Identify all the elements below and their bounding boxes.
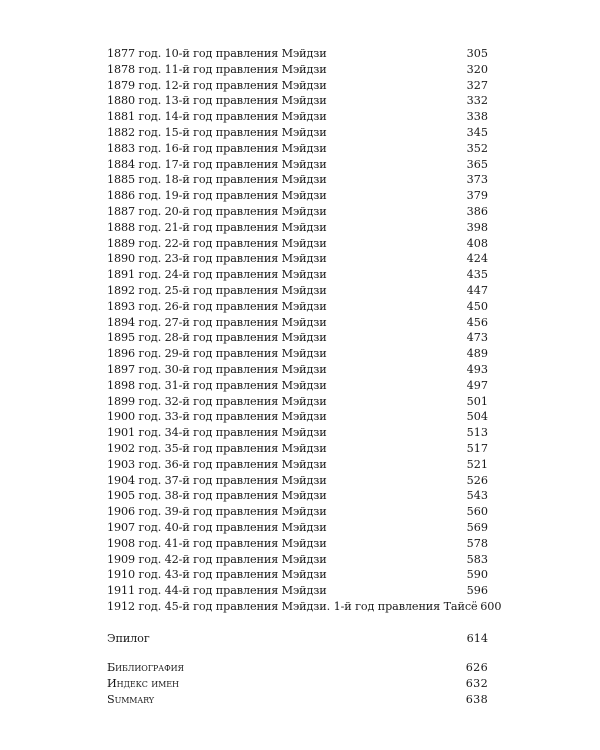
toc-entry-page: 596	[466, 584, 488, 598]
toc-entry[interactable]	[107, 157, 488, 173]
toc-entry-page: 320	[466, 62, 488, 76]
toc-entry-page: 435	[466, 268, 488, 282]
toc-entry-page: 424	[466, 252, 488, 266]
toc-entry-title: 1889 год. 22-й год правления Мэйдзи	[107, 236, 327, 250]
toc-entry-title: 1895 год. 28-й год правления Мэйдзи	[107, 331, 327, 345]
toc-entry-title: 1901 год. 34-й год правления Мэйдзи	[107, 426, 327, 440]
toc-entry-summary[interactable]	[107, 692, 488, 708]
toc-entry[interactable]	[107, 299, 488, 315]
toc-entry-title: 1881 год. 14-й год правления Мэйдзи	[107, 110, 327, 124]
toc-entry-title: 1905 год. 38-й год правления Мэйдзи	[107, 489, 327, 503]
toc-entry-epilogue[interactable]	[107, 631, 488, 647]
toc-entry-page: 327	[466, 78, 488, 92]
toc-entry[interactable]	[107, 251, 488, 267]
toc-entry[interactable]	[107, 567, 488, 583]
toc-entry-title: Эпилог	[107, 631, 150, 645]
toc-entry-title: 1882 год. 15-й год правления Мэйдзи	[107, 125, 327, 139]
toc-entry[interactable]	[107, 141, 488, 157]
section-gap	[107, 615, 488, 631]
toc-entry-page: 614	[466, 631, 488, 645]
toc-entry[interactable]	[107, 552, 488, 568]
toc-entry-title: 1896 год. 29-й год правления Мэйдзи	[107, 347, 327, 361]
toc-entry[interactable]	[107, 583, 488, 599]
toc-entry-title: 1890 год. 23-й год правления Мэйдзи	[107, 252, 327, 266]
toc-entry-title: 1898 год. 31-й год правления Мэйдзи	[107, 378, 327, 392]
toc-entry-title: 1878 год. 11-й год правления Мэйдзи	[107, 62, 327, 76]
toc-entry-title: 1911 год. 44-й год правления Мэйдзи	[107, 584, 327, 598]
toc-entry-page: 497	[466, 378, 488, 392]
toc-entry-page: 493	[466, 362, 488, 376]
toc-entry-page: 638	[465, 693, 488, 707]
toc-entry-title: 1910 год. 43-й год правления Мэйдзи	[107, 568, 327, 582]
toc-entry[interactable]	[107, 204, 488, 220]
toc-entry-title: Библиография	[107, 661, 184, 675]
toc-entry-page: 501	[466, 394, 488, 408]
toc-entry-page: 632	[465, 677, 488, 691]
toc-entry-page: 352	[466, 141, 488, 155]
toc-entry[interactable]	[107, 473, 488, 489]
chronicle-list	[107, 46, 502, 615]
toc-entry-page: 583	[466, 552, 488, 566]
toc-entry[interactable]	[107, 520, 488, 536]
toc-entry-page: 398	[466, 220, 488, 234]
toc-entry[interactable]	[107, 504, 488, 520]
toc-entry-page: 626	[465, 661, 488, 675]
toc-entry-page: 365	[466, 157, 488, 171]
toc-entry[interactable]	[107, 236, 488, 252]
toc-entry[interactable]	[107, 267, 488, 283]
toc-entry-page: 521	[466, 457, 488, 471]
toc-entry-page: 373	[466, 173, 488, 187]
toc-entry-title: 1897 год. 30-й год правления Мэйдзи	[107, 362, 327, 376]
toc-entry-title: 1899 год. 32-й год правления Мэйдзи	[107, 394, 327, 408]
toc-entry-title: 1877 год. 10-й год правления Мэйдзи	[107, 47, 327, 60]
toc-entry[interactable]	[107, 394, 488, 410]
toc-entry-title: 1885 год. 18-й год правления Мэйдзи	[107, 173, 327, 187]
toc-entry[interactable]	[107, 78, 488, 94]
toc-entry[interactable]	[107, 283, 488, 299]
toc-entry-title: 1880 год. 13-й год правления Мэйдзи	[107, 94, 327, 108]
toc-entry-page: 338	[466, 110, 488, 124]
toc-entry-page: 590	[466, 568, 488, 582]
toc-entry-title: 1900 год. 33-й год правления Мэйдзи	[107, 410, 327, 424]
toc-entry-page: 504	[466, 410, 488, 424]
toc-entry[interactable]	[107, 315, 488, 331]
toc-entry-title: 1912 год. 45-й год правления Мэйдзи. 1-й год правления Тайсё	[107, 599, 478, 613]
toc-entry-title: Индекс имен	[107, 677, 179, 691]
toc-entry-page: 473	[466, 331, 488, 345]
toc-entry[interactable]	[107, 488, 488, 504]
toc-entry[interactable]	[107, 425, 488, 441]
toc-entry[interactable]	[107, 220, 488, 236]
toc-entry-page: 447	[466, 283, 488, 297]
toc-entry-title: 1883 год. 16-й год правления Мэйдзи	[107, 141, 327, 155]
toc-entry[interactable]	[107, 330, 488, 346]
toc-entry-title: 1891 год. 24-й год правления Мэйдзи	[107, 268, 327, 282]
section-gap	[107, 646, 488, 660]
toc-entry-title: 1894 год. 27-й год правления Мэйдзи	[107, 315, 327, 329]
toc-entry-page: 345	[466, 125, 488, 139]
toc-entry-title: 1909 год. 42-й год правления Мэйдзи	[107, 552, 327, 566]
toc-entry-title: 1884 год. 17-й год правления Мэйдзи	[107, 157, 327, 171]
toc-entry-page: 526	[466, 473, 488, 487]
toc-entry[interactable]	[107, 409, 488, 425]
toc-entry-title: 1893 год. 26-й год правления Мэйдзи	[107, 299, 327, 313]
toc-entry[interactable]	[107, 46, 488, 62]
toc-entry[interactable]	[107, 378, 488, 394]
toc-entry-bibliography[interactable]	[107, 660, 488, 676]
toc-entry-page: 517	[466, 441, 488, 455]
toc-entry-page: 386	[466, 204, 488, 218]
toc-entry-page: 578	[466, 536, 488, 550]
toc-entry-title: Summary	[107, 693, 154, 707]
toc-entry[interactable]	[107, 93, 488, 109]
toc-entry-name-index[interactable]	[107, 676, 488, 692]
toc-entry-page: 456	[466, 315, 488, 329]
toc-entry-title: 1879 год. 12-й год правления Мэйдзи	[107, 78, 327, 92]
toc-entry-title: 1904 год. 37-й год правления Мэйдзи	[107, 473, 327, 487]
toc-entry-title: 1903 год. 36-й год правления Мэйдзи	[107, 457, 327, 471]
toc-entry-page: 305	[466, 47, 488, 60]
toc-entry[interactable]	[107, 441, 488, 457]
table-of-contents	[107, 46, 502, 708]
toc-entry-page: 560	[466, 505, 488, 519]
toc-entry[interactable]	[107, 188, 488, 204]
toc-entry-page: 600	[480, 599, 502, 613]
toc-entry-page: 513	[466, 426, 488, 440]
toc-entry-title: 1887 год. 20-й год правления Мэйдзи	[107, 204, 327, 218]
toc-entry-title: 1888 год. 21-й год правления Мэйдзи	[107, 220, 327, 234]
toc-entry-title: 1892 год. 25-й год правления Мэйдзи	[107, 283, 327, 297]
toc-entry[interactable]	[107, 536, 488, 552]
toc-entry-title: 1907 год. 40-й год правления Мэйдзи	[107, 520, 327, 534]
toc-entry[interactable]	[107, 457, 488, 473]
toc-entry-page: 450	[466, 299, 488, 313]
toc-entry-title: 1908 год. 41-й год правления Мэйдзи	[107, 536, 327, 550]
toc-entry[interactable]	[107, 599, 502, 615]
toc-entry[interactable]	[107, 346, 488, 362]
toc-entry-page: 489	[466, 347, 488, 361]
toc-entry-title: 1902 год. 35-й год правления Мэйдзи	[107, 441, 327, 455]
toc-entry[interactable]	[107, 362, 488, 378]
toc-entry-page: 379	[466, 189, 488, 203]
toc-entry[interactable]	[107, 125, 488, 141]
toc-entry-page: 332	[466, 94, 488, 108]
toc-entry-page: 408	[466, 236, 488, 250]
toc-entry-page: 543	[466, 489, 488, 503]
toc-entry[interactable]	[107, 62, 488, 78]
toc-entry[interactable]	[107, 109, 488, 125]
toc-entry-title: 1886 год. 19-й год правления Мэйдзи	[107, 189, 327, 203]
toc-entry[interactable]	[107, 172, 488, 188]
toc-entry-page: 569	[466, 520, 488, 534]
toc-entry-title: 1906 год. 39-й год правления Мэйдзи	[107, 505, 327, 519]
